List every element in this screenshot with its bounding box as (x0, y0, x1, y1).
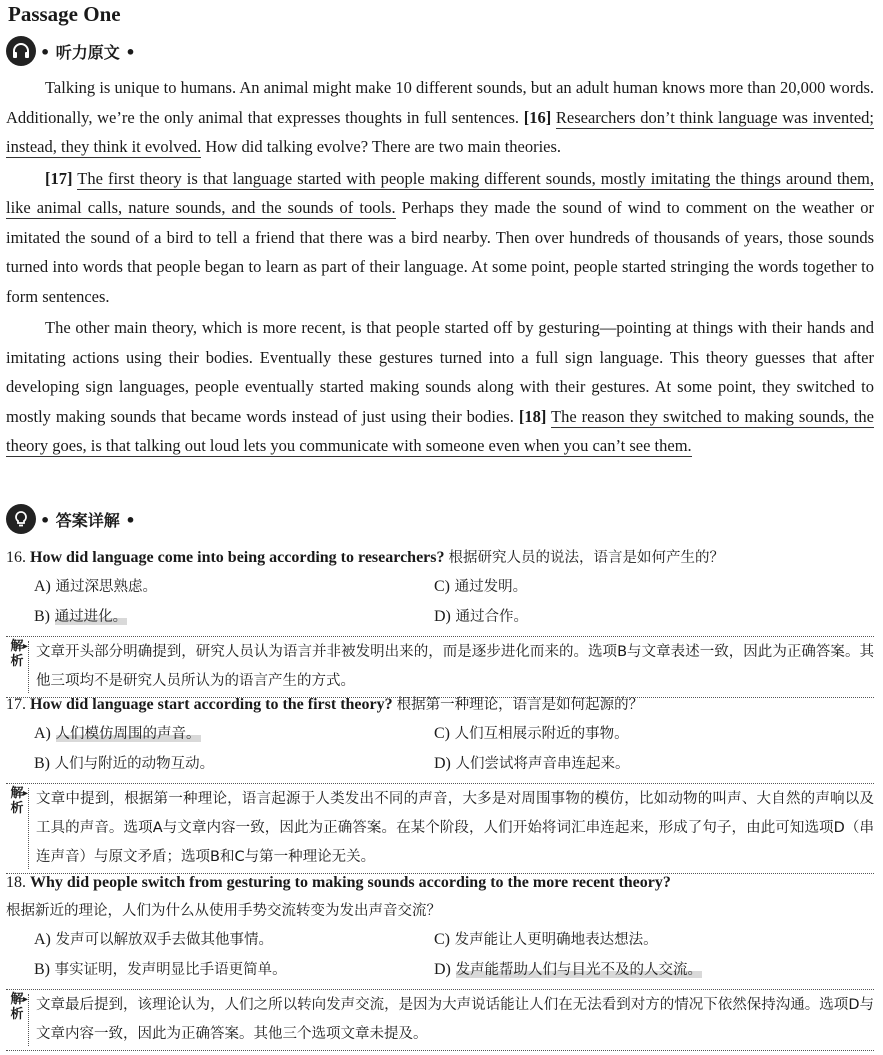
arrow-icon: ▸ (23, 641, 29, 652)
transcript-section-label: • 听力原文 • (40, 42, 136, 62)
question-16 (6, 544, 874, 698)
question-number: 16. (6, 549, 26, 566)
option-letter: B) (34, 961, 50, 978)
option-d (434, 602, 874, 632)
explanation-text: 文章开头部分明确提到，研究人员认为语言并非被发明出来的，而是逐步进化而来的。选项B与文章表述一致，因此为正确答案。其他三项均不是研究人员所认为的语言产生的方式。 (36, 644, 874, 689)
option-text: 通过合作。 (455, 609, 528, 625)
explanation-tag (6, 992, 28, 1022)
arrow-icon: ▸ (23, 994, 29, 1005)
question-text-zh: 根据第一种理论，语言是如何起源的？ (396, 697, 644, 713)
explanation-box (6, 783, 874, 874)
question-text-zh: 根据研究人员的说法，语言是如何产生的？ (448, 550, 724, 566)
paragraph-text: How did talking evolve? There are two main theories. (201, 137, 562, 156)
option-text: 人们与附近的动物互动。 (54, 756, 215, 772)
option-text: 人们互相展示附近的事物。 (454, 726, 629, 742)
divider (28, 994, 29, 1046)
option-list (34, 572, 874, 632)
divider (28, 641, 29, 693)
paragraph-text: The other main theory, which is more recent, is that people started off by gesturing—pointing at things with their hands and imitating actions using their bodies. Eventually these gestures turned into a full sign language. This theory guesses that after developing sign languages, people eventually started making sounds along with their gestures. At some point, they switched to mostly making sounds that became words instead of just using their bodies. (6, 318, 874, 426)
arrow-icon: ▸ (23, 788, 29, 799)
option-text: 事实证明，发声明显比手语更简单。 (54, 962, 287, 978)
question-18 (6, 869, 874, 1051)
headphones-icon (6, 36, 36, 66)
answers-section-header (6, 503, 136, 535)
option-b (34, 602, 434, 632)
option-text: 通过发明。 (454, 579, 528, 595)
answers-section-label: • 答案详解 • (40, 510, 136, 530)
passage-transcript (6, 73, 874, 463)
option-text: 发声能让人更明确地表达想法。 (454, 932, 658, 948)
question-stem (6, 869, 874, 925)
explanation-box (6, 989, 874, 1051)
explanation-tag-top: 解 (10, 992, 24, 1007)
answer-underline-18: The reason they switched to making sounds, the theory goes, is that talking out loud lets you communicate with someone even when you can’t see them. (6, 406, 874, 455)
option-letter: A) (34, 725, 51, 742)
option-letter: C) (434, 725, 450, 742)
question-stem (6, 544, 874, 572)
passage-paragraph-2 (6, 164, 874, 312)
option-text: 人们尝试将声音串连起来。 (455, 756, 630, 772)
option-list (34, 925, 874, 985)
explanation-tag (6, 639, 28, 669)
option-b (34, 749, 434, 779)
option-letter: B) (34, 608, 50, 625)
option-text-correct: 人们模仿周围的声音。 (55, 726, 201, 742)
explanation-tag (6, 786, 28, 816)
explanation-tag-bottom: 析 (10, 654, 24, 669)
transcript-section-header (6, 35, 136, 67)
explanation-text: 文章中提到，根据第一种理论，语言起源于人类发出不同的声音，大多是对周围事物的模仿，比如动物的叫声、大自然的声响以及工具的声音。选项A与文章内容一致，因此为正确答案。在某个阶段，人们开始将词汇串连起来，形成了句子，由此可知选项D（串连声音）与原文矛盾；选项B和C与第一种理论无关。 (36, 791, 874, 865)
question-marker-16: [16] (523, 107, 552, 127)
option-letter: D) (434, 608, 451, 625)
question-stem (6, 691, 874, 719)
explanation-text: 文章最后提到，该理论认为，人们之所以转向发声交流，是因为大声说话能让人们在无法看到对方的情况下依然保持沟通。选项D与文章内容一致，因此为正确答案。其他三个选项文章未提及。 (36, 997, 874, 1042)
option-text-correct: 通过进化。 (54, 609, 128, 625)
explanation-tag-bottom: 析 (10, 1007, 24, 1022)
question-17 (6, 691, 874, 874)
option-text: 发声可以解放双手去做其他事情。 (55, 932, 273, 948)
question-marker-17: [17] (45, 168, 73, 188)
question-text-en: How did language come into being according to researchers? (30, 549, 445, 566)
explanation-tag-top: 解 (10, 639, 24, 654)
divider (28, 788, 29, 869)
paragraph-text: Talking is unique to humans. An animal might make 10 different sounds, but an adult human knows more than 20,000 words. Additionally, we’re the only animal that expresses thoughts in full sentences. (6, 78, 874, 127)
explanation-tag-top: 解 (10, 786, 24, 801)
answer-underline-17: The first theory is that language started with people making different sounds, mostly imitating the things around them, like animal calls, nature sounds, and the sounds of tools. (6, 168, 874, 217)
option-letter: A) (34, 931, 51, 948)
question-number: 17. (6, 696, 26, 713)
explanation-box (6, 636, 874, 698)
option-list (34, 719, 874, 779)
option-c (434, 719, 874, 749)
option-a (34, 719, 434, 749)
question-text-en: How did language start according to the first theory? (30, 696, 393, 713)
option-letter: C) (434, 578, 450, 595)
passage-paragraph-3 (6, 313, 874, 461)
option-text-correct: 发声能帮助人们与目光不及的人交流。 (455, 962, 702, 978)
option-c (434, 925, 874, 955)
explanation-tag-bottom: 析 (10, 801, 24, 816)
option-text: 通过深思熟虑。 (55, 579, 157, 595)
passage-title: Passage One (8, 2, 121, 26)
option-d (434, 955, 874, 985)
option-letter: B) (34, 755, 50, 772)
option-letter: A) (34, 578, 51, 595)
option-c (434, 572, 874, 602)
option-letter: C) (434, 931, 450, 948)
option-a (34, 572, 434, 602)
option-b (34, 955, 434, 985)
question-marker-18: [18] (518, 406, 547, 426)
option-d (434, 749, 874, 779)
answer-underline-16: Researchers don’t think language was invented; instead, they think it evolved. (6, 107, 874, 156)
question-text-zh: 根据新近的理论，人们为什么从使用手势交流转变为发出声音交流？ (6, 903, 441, 919)
option-letter: D) (434, 755, 451, 772)
paragraph-text: Perhaps they made the sound of wind to comment on the weather or imitated the sound of a bird to tell a friend that there was a bird nearby. Then over hundreds of thousands of years, those sounds turned into words that people began to learn as part of their language. At some point, people started stringing the words together to form sentences. (6, 198, 874, 306)
question-text-en: Why did people switch from gesturing to making sounds according to the more recent theory? (30, 874, 671, 891)
lightbulb-icon (6, 504, 36, 534)
question-number: 18. (6, 874, 26, 891)
passage-paragraph-1 (6, 73, 874, 162)
option-letter: D) (434, 961, 451, 978)
option-a (34, 925, 434, 955)
